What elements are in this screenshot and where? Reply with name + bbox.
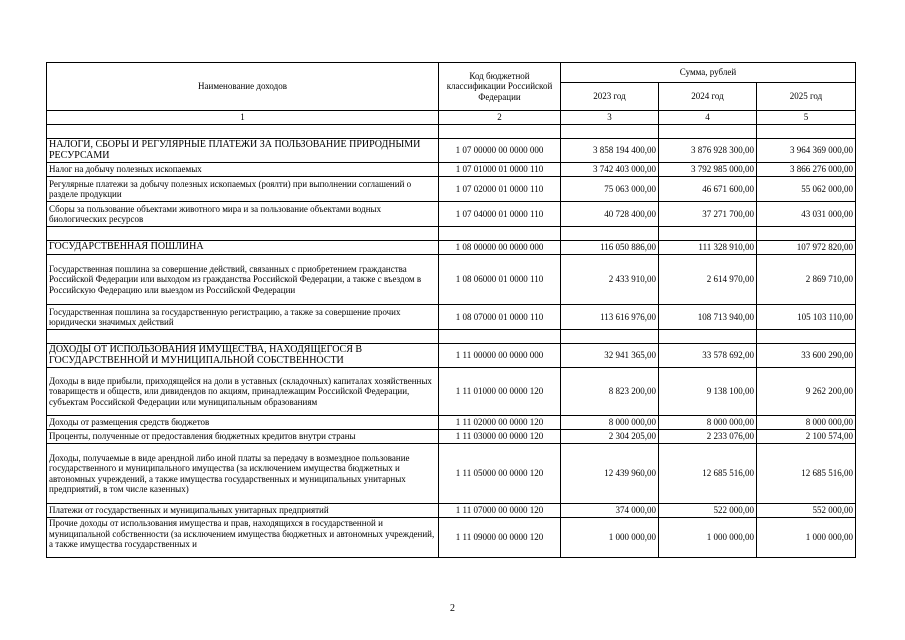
table-row xyxy=(47,344,856,368)
budget-code: 1 11 05000 00 0000 120 xyxy=(439,444,561,504)
column-number-5: 5 xyxy=(757,111,856,125)
amount-2024: 8 000 000,00 xyxy=(659,416,757,430)
page-number: 2 xyxy=(450,603,455,614)
table-row xyxy=(47,177,856,202)
table-row xyxy=(47,430,856,444)
income-name: Государственная пошлина за государственную регистрацию, а также за совершение прочих юридически значимых действий xyxy=(47,305,439,330)
amount-2025: 1 000 000,00 xyxy=(757,518,856,558)
amount-2024: 3 792 985 000,00 xyxy=(659,163,757,177)
amount-2025: 33 600 290,00 xyxy=(757,344,856,368)
budget-code: 1 08 07000 01 0000 110 xyxy=(439,305,561,330)
budget-code: 1 08 00000 00 0000 000 xyxy=(439,241,561,255)
table-row xyxy=(47,305,856,330)
spacer-row xyxy=(47,125,856,139)
amount-2023: 3 742 403 000,00 xyxy=(561,163,659,177)
income-name: Налог на добычу полезных ископаемых xyxy=(47,163,439,177)
revenue-table xyxy=(46,62,856,558)
amount-2023: 8 000 000,00 xyxy=(561,416,659,430)
amount-2023: 12 439 960,00 xyxy=(561,444,659,504)
table-row xyxy=(47,139,856,163)
amount-2024: 1 000 000,00 xyxy=(659,518,757,558)
section-title: ДОХОДЫ ОТ ИСПОЛЬЗОВАНИЯ ИМУЩЕСТВА, НАХОДЯЩЕГОСЯ В ГОСУДАРСТВЕННОЙ И МУНИЦИПАЛЬНОЙ СОБСТВЕННОСТИ xyxy=(47,344,439,368)
table-row xyxy=(47,444,856,504)
amount-2025: 12 685 516,00 xyxy=(757,444,856,504)
column-number-2: 2 xyxy=(439,111,561,125)
amount-2024: 33 578 692,00 xyxy=(659,344,757,368)
income-name: Доходы от размещения средств бюджетов xyxy=(47,416,439,430)
income-name: Доходы, получаемые в виде арендной либо иной платы за передачу в возмездное пользование государственного и муниципального имущества (за исключением имущества бюджетных и автономных учреждений, а также имущества государственных и муниципальных унитарных предприятий, в том числе казенных) xyxy=(47,444,439,504)
table-row xyxy=(47,368,856,416)
amount-2024: 46 671 600,00 xyxy=(659,177,757,202)
amount-2024: 2 614 970,00 xyxy=(659,255,757,305)
amount-2025: 43 031 000,00 xyxy=(757,202,856,227)
section-title: ГОСУДАРСТВЕННАЯ ПОШЛИНА xyxy=(47,241,439,255)
amount-2025: 552 000,00 xyxy=(757,504,856,518)
amount-2023: 116 050 886,00 xyxy=(561,241,659,255)
amount-2023: 113 616 976,00 xyxy=(561,305,659,330)
amount-2023: 8 823 200,00 xyxy=(561,368,659,416)
amount-2024: 9 138 100,00 xyxy=(659,368,757,416)
table-row xyxy=(47,202,856,227)
budget-code: 1 11 00000 00 0000 000 xyxy=(439,344,561,368)
amount-2025: 8 000 000,00 xyxy=(757,416,856,430)
amount-2025: 2 869 710,00 xyxy=(757,255,856,305)
income-name: Регулярные платежи за добычу полезных ископаемых (роялти) при выполнении соглашений о разделе продукции xyxy=(47,177,439,202)
amount-2023: 75 063 000,00 xyxy=(561,177,659,202)
amount-2024: 108 713 940,00 xyxy=(659,305,757,330)
budget-code: 1 11 03000 00 0000 120 xyxy=(439,430,561,444)
income-name: Платежи от государственных и муниципальных унитарных предприятий xyxy=(47,504,439,518)
budget-code: 1 07 02000 01 0000 110 xyxy=(439,177,561,202)
table-body xyxy=(47,125,856,558)
spacer-row xyxy=(47,330,856,344)
amount-2023: 3 858 194 400,00 xyxy=(561,139,659,163)
amount-2023: 374 000,00 xyxy=(561,504,659,518)
budget-code: 1 07 01000 01 0000 110 xyxy=(439,163,561,177)
header-budget-code: Код бюджетной классификации Российской Федерации xyxy=(439,63,561,111)
amount-2024: 3 876 928 300,00 xyxy=(659,139,757,163)
budget-code: 1 07 04000 01 0000 110 xyxy=(439,202,561,227)
header-year-2025: 2025 год xyxy=(757,83,856,111)
table-row xyxy=(47,504,856,518)
column-number-3: 3 xyxy=(561,111,659,125)
table-row xyxy=(47,255,856,305)
amount-2025: 105 103 110,00 xyxy=(757,305,856,330)
table-header xyxy=(47,63,856,125)
budget-code: 1 11 09000 00 0000 120 xyxy=(439,518,561,558)
spacer-row xyxy=(47,227,856,241)
amount-2023: 1 000 000,00 xyxy=(561,518,659,558)
income-name: Сборы за пользование объектами животного мира и за пользование объектами водных биологических ресурсов xyxy=(47,202,439,227)
budget-code: 1 07 00000 00 0000 000 xyxy=(439,139,561,163)
table-row xyxy=(47,163,856,177)
amount-2024: 2 233 076,00 xyxy=(659,430,757,444)
table-row xyxy=(47,416,856,430)
amount-2024: 522 000,00 xyxy=(659,504,757,518)
header-year-2023: 2023 год xyxy=(561,83,659,111)
header-income-name: Наименование доходов xyxy=(47,63,439,111)
column-number-4: 4 xyxy=(659,111,757,125)
amount-2024: 37 271 700,00 xyxy=(659,202,757,227)
amount-2023: 40 728 400,00 xyxy=(561,202,659,227)
amount-2023: 32 941 365,00 xyxy=(561,344,659,368)
amount-2023: 2 433 910,00 xyxy=(561,255,659,305)
amount-2024: 111 328 910,00 xyxy=(659,241,757,255)
amount-2025: 9 262 200,00 xyxy=(757,368,856,416)
table-row xyxy=(47,518,856,558)
income-name: Проценты, полученные от предоставления бюджетных кредитов внутри страны xyxy=(47,430,439,444)
amount-2025: 2 100 574,00 xyxy=(757,430,856,444)
budget-code: 1 11 02000 00 0000 120 xyxy=(439,416,561,430)
amount-2025: 107 972 820,00 xyxy=(757,241,856,255)
budget-code: 1 11 07000 00 0000 120 xyxy=(439,504,561,518)
table-row xyxy=(47,241,856,255)
budget-code: 1 11 01000 00 0000 120 xyxy=(439,368,561,416)
header-sum: Сумма, рублей xyxy=(561,63,856,83)
amount-2023: 2 304 205,00 xyxy=(561,430,659,444)
income-name: Государственная пошлина за совершение действий, связанных с приобретением гражданства Российской Федерации или выходом из гражданства Российской Федерации, а также с въездом в Российскую Федерацию или выездом из Российской Федерации xyxy=(47,255,439,305)
amount-2025: 55 062 000,00 xyxy=(757,177,856,202)
column-number-1: 1 xyxy=(47,111,439,125)
header-year-2024: 2024 год xyxy=(659,83,757,111)
section-title: НАЛОГИ, СБОРЫ И РЕГУЛЯРНЫЕ ПЛАТЕЖИ ЗА ПОЛЬЗОВАНИЕ ПРИРОДНЫМИ РЕСУРСАМИ xyxy=(47,139,439,163)
amount-2025: 3 964 369 000,00 xyxy=(757,139,856,163)
budget-code: 1 08 06000 01 0000 110 xyxy=(439,255,561,305)
income-name: Прочие доходы от использования имущества и прав, находящихся в государственной и муниципальной собственности (за исключением имущества бюджетных и автономных учреждений, а также имущества государственных и xyxy=(47,518,439,558)
amount-2024: 12 685 516,00 xyxy=(659,444,757,504)
income-name: Доходы в виде прибыли, приходящейся на доли в уставных (складочных) капиталах хозяйственных товариществ и обществ, или дивидендов по акциям, принадлежащим Российской Федерации, субъектам Российской Федерации или муниципальным образованиям xyxy=(47,368,439,416)
amount-2025: 3 866 276 000,00 xyxy=(757,163,856,177)
